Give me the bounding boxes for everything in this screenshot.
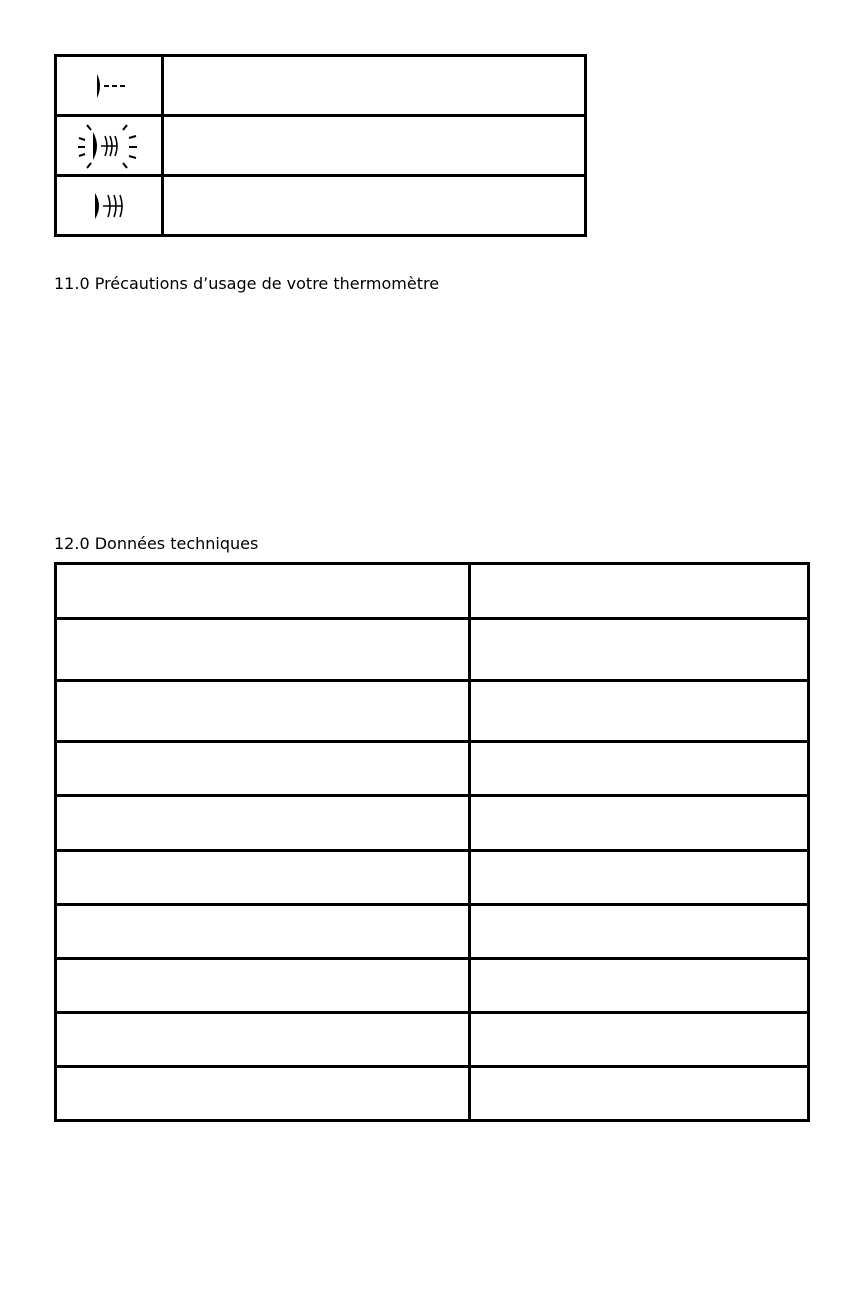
spec-value (470, 564, 809, 619)
spec-label (56, 1012, 470, 1066)
spec-value (470, 681, 809, 742)
table-row (56, 904, 809, 958)
indicator-row (56, 56, 586, 116)
spec-label (56, 850, 470, 904)
table-row (56, 850, 809, 904)
spec-label (56, 958, 470, 1012)
spec-value (470, 1066, 809, 1120)
table-row (56, 619, 809, 681)
spec-label (56, 681, 470, 742)
table-row (56, 1066, 809, 1120)
table-row (56, 681, 809, 742)
sensor-dashed-line-icon (89, 71, 129, 101)
spec-label (56, 564, 470, 619)
indicator-icon-cell (56, 116, 163, 176)
indicator-description (163, 176, 586, 236)
spec-label (56, 619, 470, 681)
spec-label (56, 904, 470, 958)
technical-data-table (54, 562, 810, 1122)
indicator-icon-cell (56, 56, 163, 116)
indicator-table (54, 54, 587, 237)
spec-label (56, 796, 470, 850)
section-12-heading: 12.0 Données techniques (54, 534, 259, 553)
spec-label (56, 1066, 470, 1120)
table-row (56, 958, 809, 1012)
indicator-icon-cell (56, 176, 163, 236)
spec-value (470, 796, 809, 850)
sensor-flashing-waves-icon (73, 119, 145, 173)
spec-value (470, 742, 809, 796)
spec-value (470, 1012, 809, 1066)
table-row (56, 742, 809, 796)
section-11-heading: 11.0 Précautions d’usage de votre thermomètre (54, 274, 440, 293)
sensor-waves-icon (89, 189, 129, 223)
spec-value (470, 850, 809, 904)
spec-label (56, 742, 470, 796)
spec-value (470, 619, 809, 681)
indicator-description (163, 116, 586, 176)
table-row (56, 796, 809, 850)
indicator-row (56, 116, 586, 176)
spec-value (470, 904, 809, 958)
table-row (56, 564, 809, 619)
table-row (56, 1012, 809, 1066)
indicator-row (56, 176, 586, 236)
indicator-description (163, 56, 586, 116)
spec-value (470, 958, 809, 1012)
